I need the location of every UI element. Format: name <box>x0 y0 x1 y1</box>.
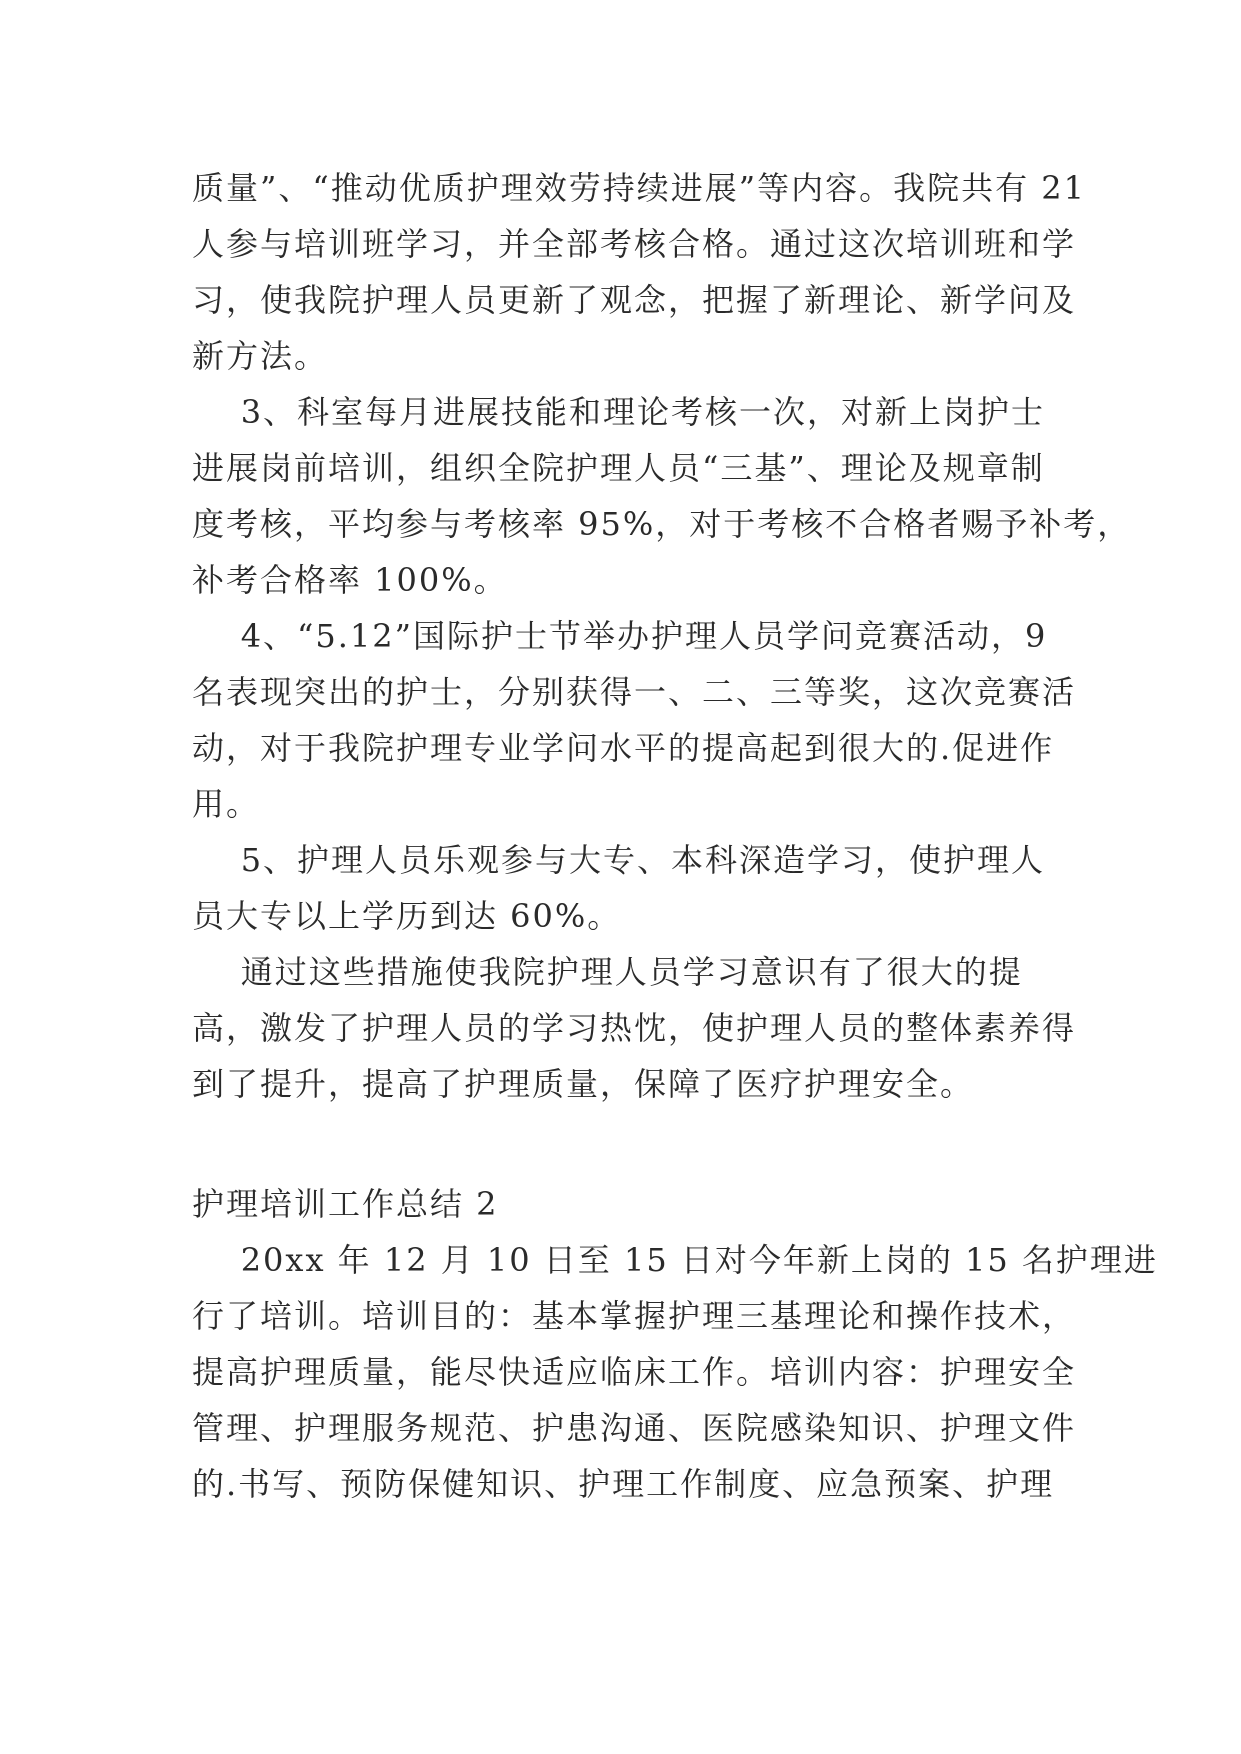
paragraph <box>192 944 1077 1112</box>
text-line: 质量”、“推动优质护理效劳持续进展”等内容。我院共有 21 <box>192 169 1086 207</box>
text-line: 动，对于我院护理专业学问水平的提高起到很大的.促进作 <box>192 729 1055 767</box>
text-line: 度考核，平均参与考核率 95%，对于考核不合格者赐予补考， <box>192 505 1132 543</box>
section-spacer <box>192 1112 1060 1176</box>
text-line: 行了培训。培训目的：基本掌握护理三基理论和操作技术， <box>192 1297 1077 1335</box>
text-line: 进展岗前培训，组织全院护理人员“三基”、理论及规章制 <box>192 449 1045 487</box>
text-line: 人参与培训班学习，并全部考核合格。通过这次培训班和学 <box>192 225 1077 263</box>
text-line: 4、“5.12”国际护士节举办护理人员学问竞赛活动，9 <box>192 617 1048 655</box>
text-line: 管理、护理服务规范、护患沟通、医院感染知识、护理文件 <box>192 1409 1077 1447</box>
text-line: 名表现突出的护士，分别获得一、二、三等奖，这次竞赛活 <box>192 673 1077 711</box>
text-line: 补考合格率 100%。 <box>192 561 508 599</box>
paragraph <box>192 832 1060 944</box>
paragraph <box>192 384 1132 608</box>
text-line: 用。 <box>192 785 261 823</box>
text-line: 5、护理人员乐观参与大专、本科深造学习，使护理人 <box>192 841 1046 879</box>
paragraph <box>192 160 1086 384</box>
text-line: 高，激发了护理人员的学习热忱，使护理人员的整体素养得 <box>192 1009 1077 1047</box>
text-line: 新方法。 <box>192 337 329 375</box>
text-line: 习，使我院护理人员更新了观念，把握了新理论、新学问及 <box>192 281 1077 319</box>
text-line: 20xx 年 12 月 10 日至 15 日对今年新上岗的 15 名护理进 <box>192 1241 1158 1279</box>
paragraph <box>192 608 1077 832</box>
section-heading <box>192 1176 1060 1232</box>
document-body <box>192 160 1158 1512</box>
text-line: 提高护理质量，能尽快适应临床工作。培训内容：护理安全 <box>192 1353 1077 1391</box>
text-line: 3、科室每月进展技能和理论考核一次，对新上岗护士 <box>192 393 1046 431</box>
section-title: 护理培训工作总结 2 <box>192 1185 499 1223</box>
text-line: 的.书写、预防保健知识、护理工作制度、应急预案、护理 <box>192 1465 1055 1503</box>
paragraph <box>192 1232 1158 1512</box>
text-line: 到了提升，提高了护理质量，保障了医疗护理安全。 <box>192 1065 975 1103</box>
text-line: 员大专以上学历到达 60%。 <box>192 897 622 935</box>
text-line: 通过这些措施使我院护理人员学习意识有了很大的提 <box>192 953 1023 991</box>
